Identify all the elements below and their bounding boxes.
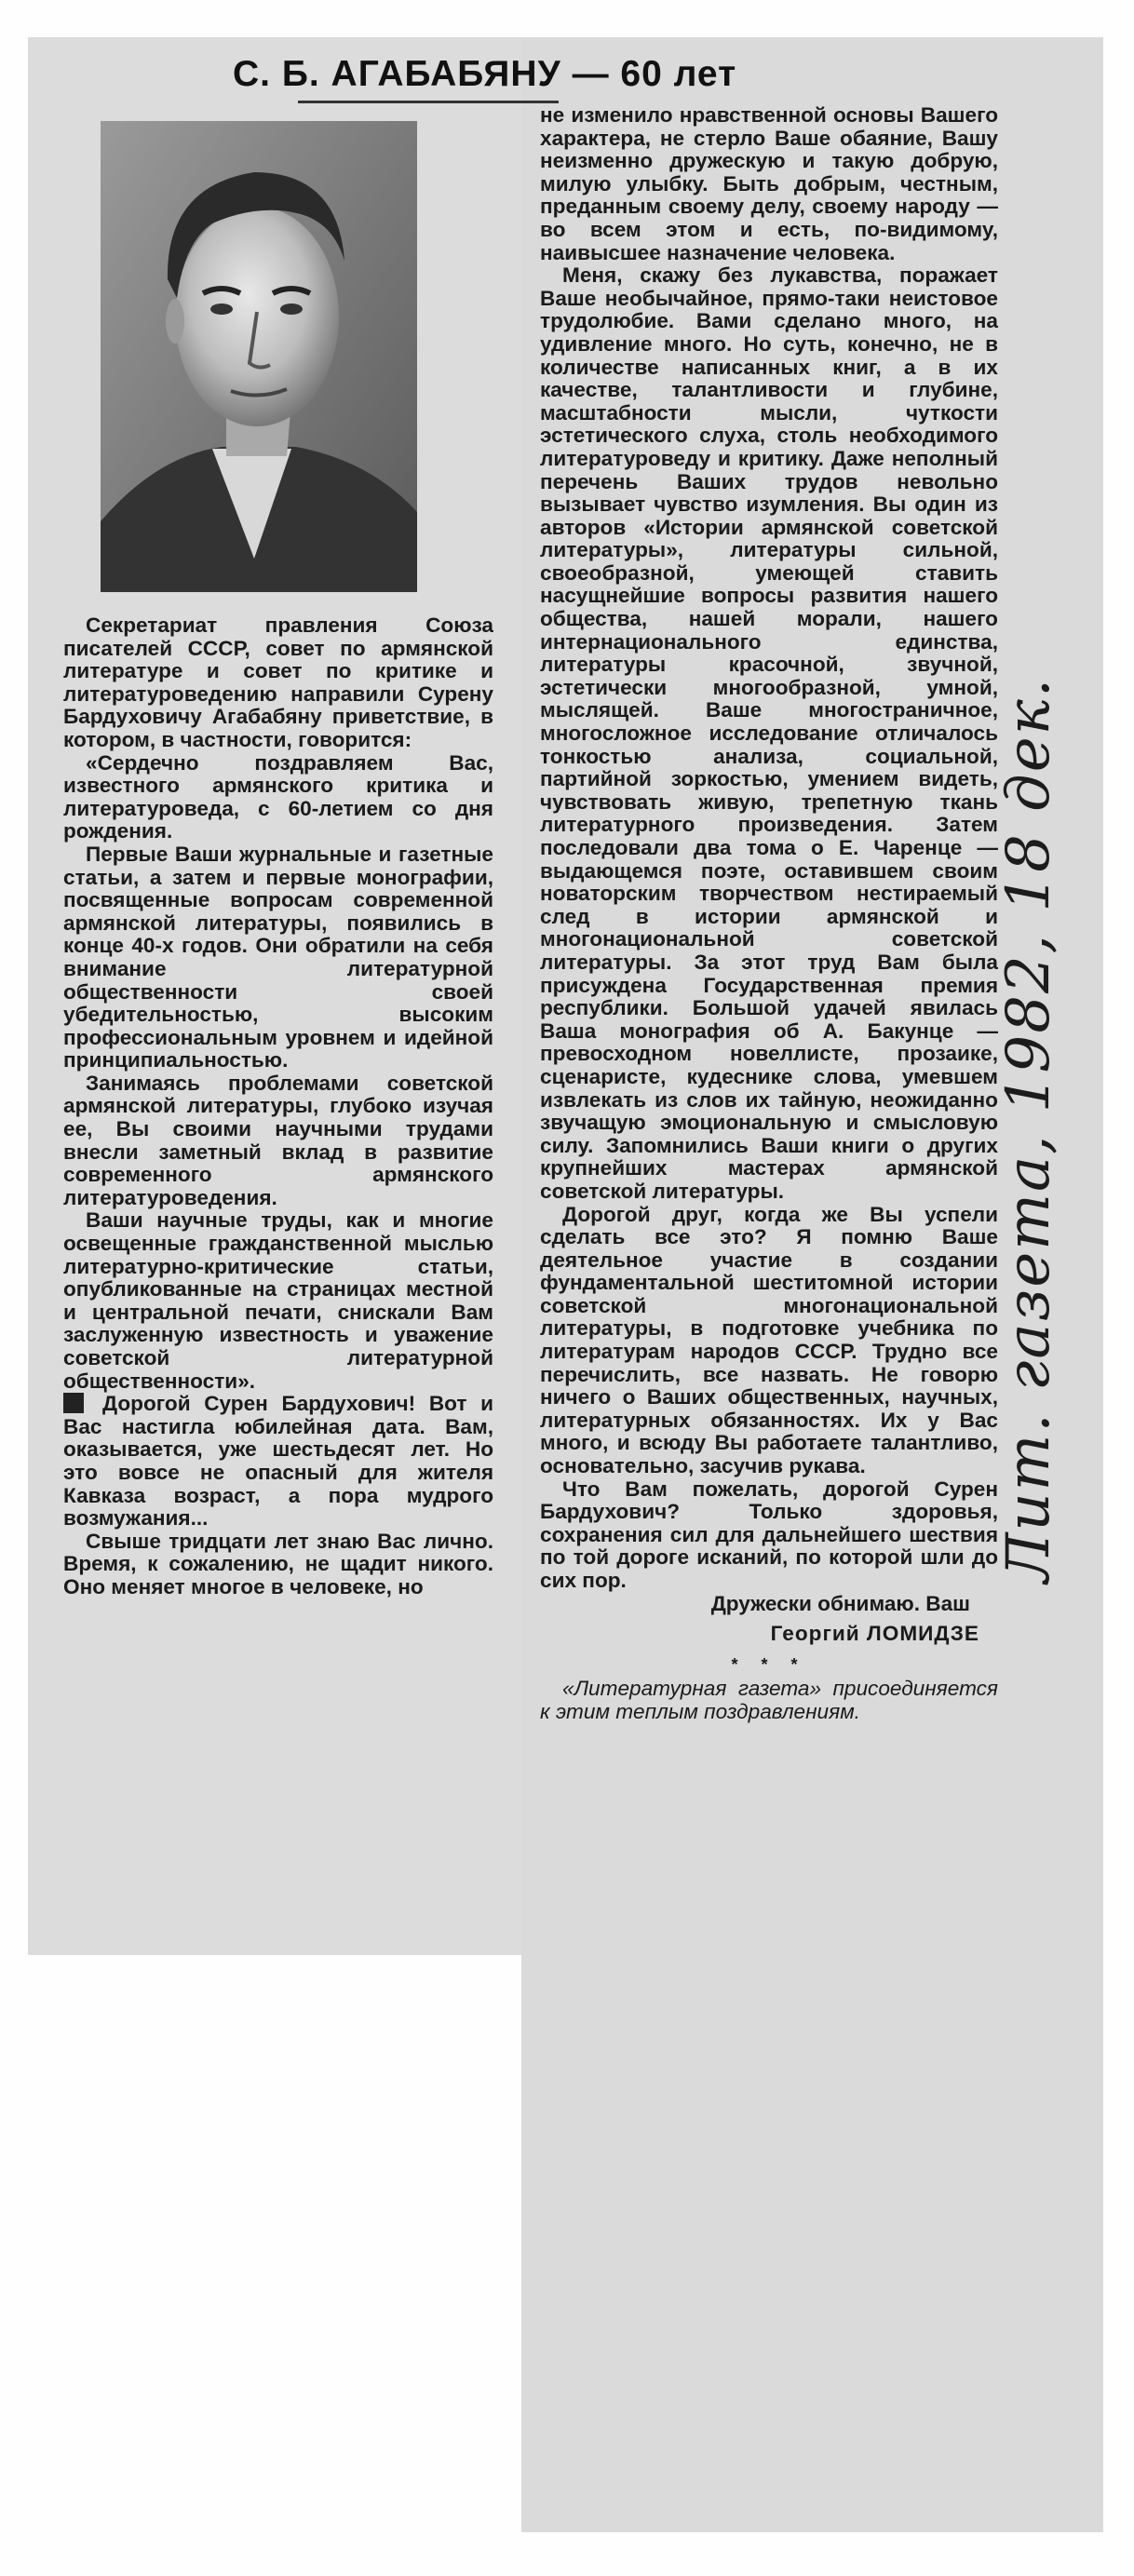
intro-paragraph: Секретариат правления Союза писателей СССР, совет по армянской литературе и совет по критике и литературоведению направили Сурену Бардуховичу Агабабяну приветствие, в котором, в частности, говорится: [63, 614, 493, 751]
letter-paragraph-2: Свыше тридцати лет знаю Вас лично. Время, к сожалению, не щадит никого. Оно меняет многое в человеке, но [63, 1529, 493, 1598]
article-headline: С. Б. АГАБАБЯНУ — 60 лет [233, 54, 737, 94]
greeting-paragraph-3: Занимаясь проблемами советской армянской литературы, глубоко изучая ее, Вы своими научными трудами внесли заметный вклад в развитие современного армянского литературоведения. [63, 1071, 493, 1209]
author-signature: Георгий ЛОМИДЗЕ [770, 1622, 979, 1646]
greeting-paragraph-1: «Сердечно поздравляем Вас, известного армянского критика и литературоведа, с 60-летием со дня рождения. [63, 750, 493, 843]
friend-paragraph: Дорогой друг, когда же Вы успели сделать все это? Я помню Ваше деятельное участие в создании фундаментальной шеститомной истории советской многонациональной литературы, в подготовке учебника по литературам народов СССР. Трудно все перечислить, все назвать. Не говорю ничего о Ваших общественных, научных, литературных обязанностях. Их у Вас много, и всюду Вы работаете талантливо, основательно, засучив рукава. [540, 1202, 998, 1478]
works-paragraph: Меня, скажу без лукавства, поражает Ваше необычайное, прямо-таки неистовое трудолюбие. Вами сделано много, на удивление много. Но суть, конечно, не в количестве написанных книг, а в их качестве, талантливости и глубине, масштабности мысли, чуткости эстетического слуха, столь необходимого литературоведу и критику. Даже неполный перечень Ваших трудов невольно вызывает чувство изумления. Вы один из авторов «Истории армянской советской литературы», литературы сильной, своеобразной, умеющей ставить насущнейшие вопросы развития нашего общества, нашей морали, нашего интернационального единства, литературы красочной, звучной, эстетически многообразной, умной, мыслящей. Ваше многостраничное, многосложное исследование отличалось тонкостью анализа, социальной, партийной зоркостью, умением видеть, чувствовать живую, трепетную ткань литературного произведения. Затем последовали два тома о Е. Чаренце — выдающемся поэте, оставившем своим новаторским творчеством нестираемый след в истории армянской и многонациональной советской литературы. За этот труд Вам была присуждена Государственная премия республики. Большой удачей явилась Ваша монография об А. Бакунце — превосходном новеллисте, прозаике, сценаристе, кудеснике слова, умевшем извлекать из слов их тайную, неожиданно звучащую эмоциональную и смысловую силу. Запомнились Ваши книги о других крупнейших мастерах армянской советской литературы. [540, 263, 998, 1203]
wishes-paragraph: Что Вам пожелать, дорогой Сурен Бардухович? Только здоровья, сохранения сил для дальнейшего шествия по той дороге исканий, по которой шли до сих пор. [540, 1477, 998, 1592]
continuation-paragraph: не изменило нравственной основы Вашего характера, не стерло Ваше обаяние, Вашу неизменно дружескую и такую добрую, милую улыбку. Быть добрым, честным, преданным своему делу, своему народу — во всем этом и есть, по-видимому, наивысшее назначение человека. [540, 103, 998, 264]
letter-opening-text: Дорогой Сурен Бардухович! Вот и Вас настигла юбилейная дата. Вам, оказывается, уже шестьдесят лет. Но это вовсе не опасный для жителя Кавказа возраст, а пора мудрого возмужания... [63, 1392, 493, 1531]
section-marker-icon [63, 1393, 84, 1413]
greeting-paragraph-2: Первые Ваши журнальные и газетные статьи, а затем и первые монографии, посвященные вопросам современной армянской литературы, появились в конце 40-х годов. Они обратили на себя внимание литературной общественности своей убедительностью, высоким профессиональным уровнем и идейной принципиальностью. [63, 842, 493, 1072]
separator-stars: * * * [731, 1654, 807, 1674]
headline-rule [298, 101, 559, 103]
portrait-photo [101, 121, 417, 592]
editorial-note: «Литературная газета» присоединяется к этим теплым поздравлениям. [540, 1677, 998, 1723]
letter-opening-paragraph [63, 1393, 493, 1531]
closing-line: Дружески обнимаю. Ваш [710, 1591, 970, 1615]
article-left-column [63, 614, 493, 1599]
handwritten-source-note: Лит. газета, 1982, 18 дек. [994, 676, 1063, 1583]
article-right-column [540, 104, 998, 1724]
greeting-paragraph-4: Ваши научные труды, как и многие освещенные гражданственной мыслью литературно-критические статьи, опубликованные на страницах местной и центральной печати, снискали Вам заслуженную известность и уважение советской литературной общественности». [63, 1208, 493, 1393]
